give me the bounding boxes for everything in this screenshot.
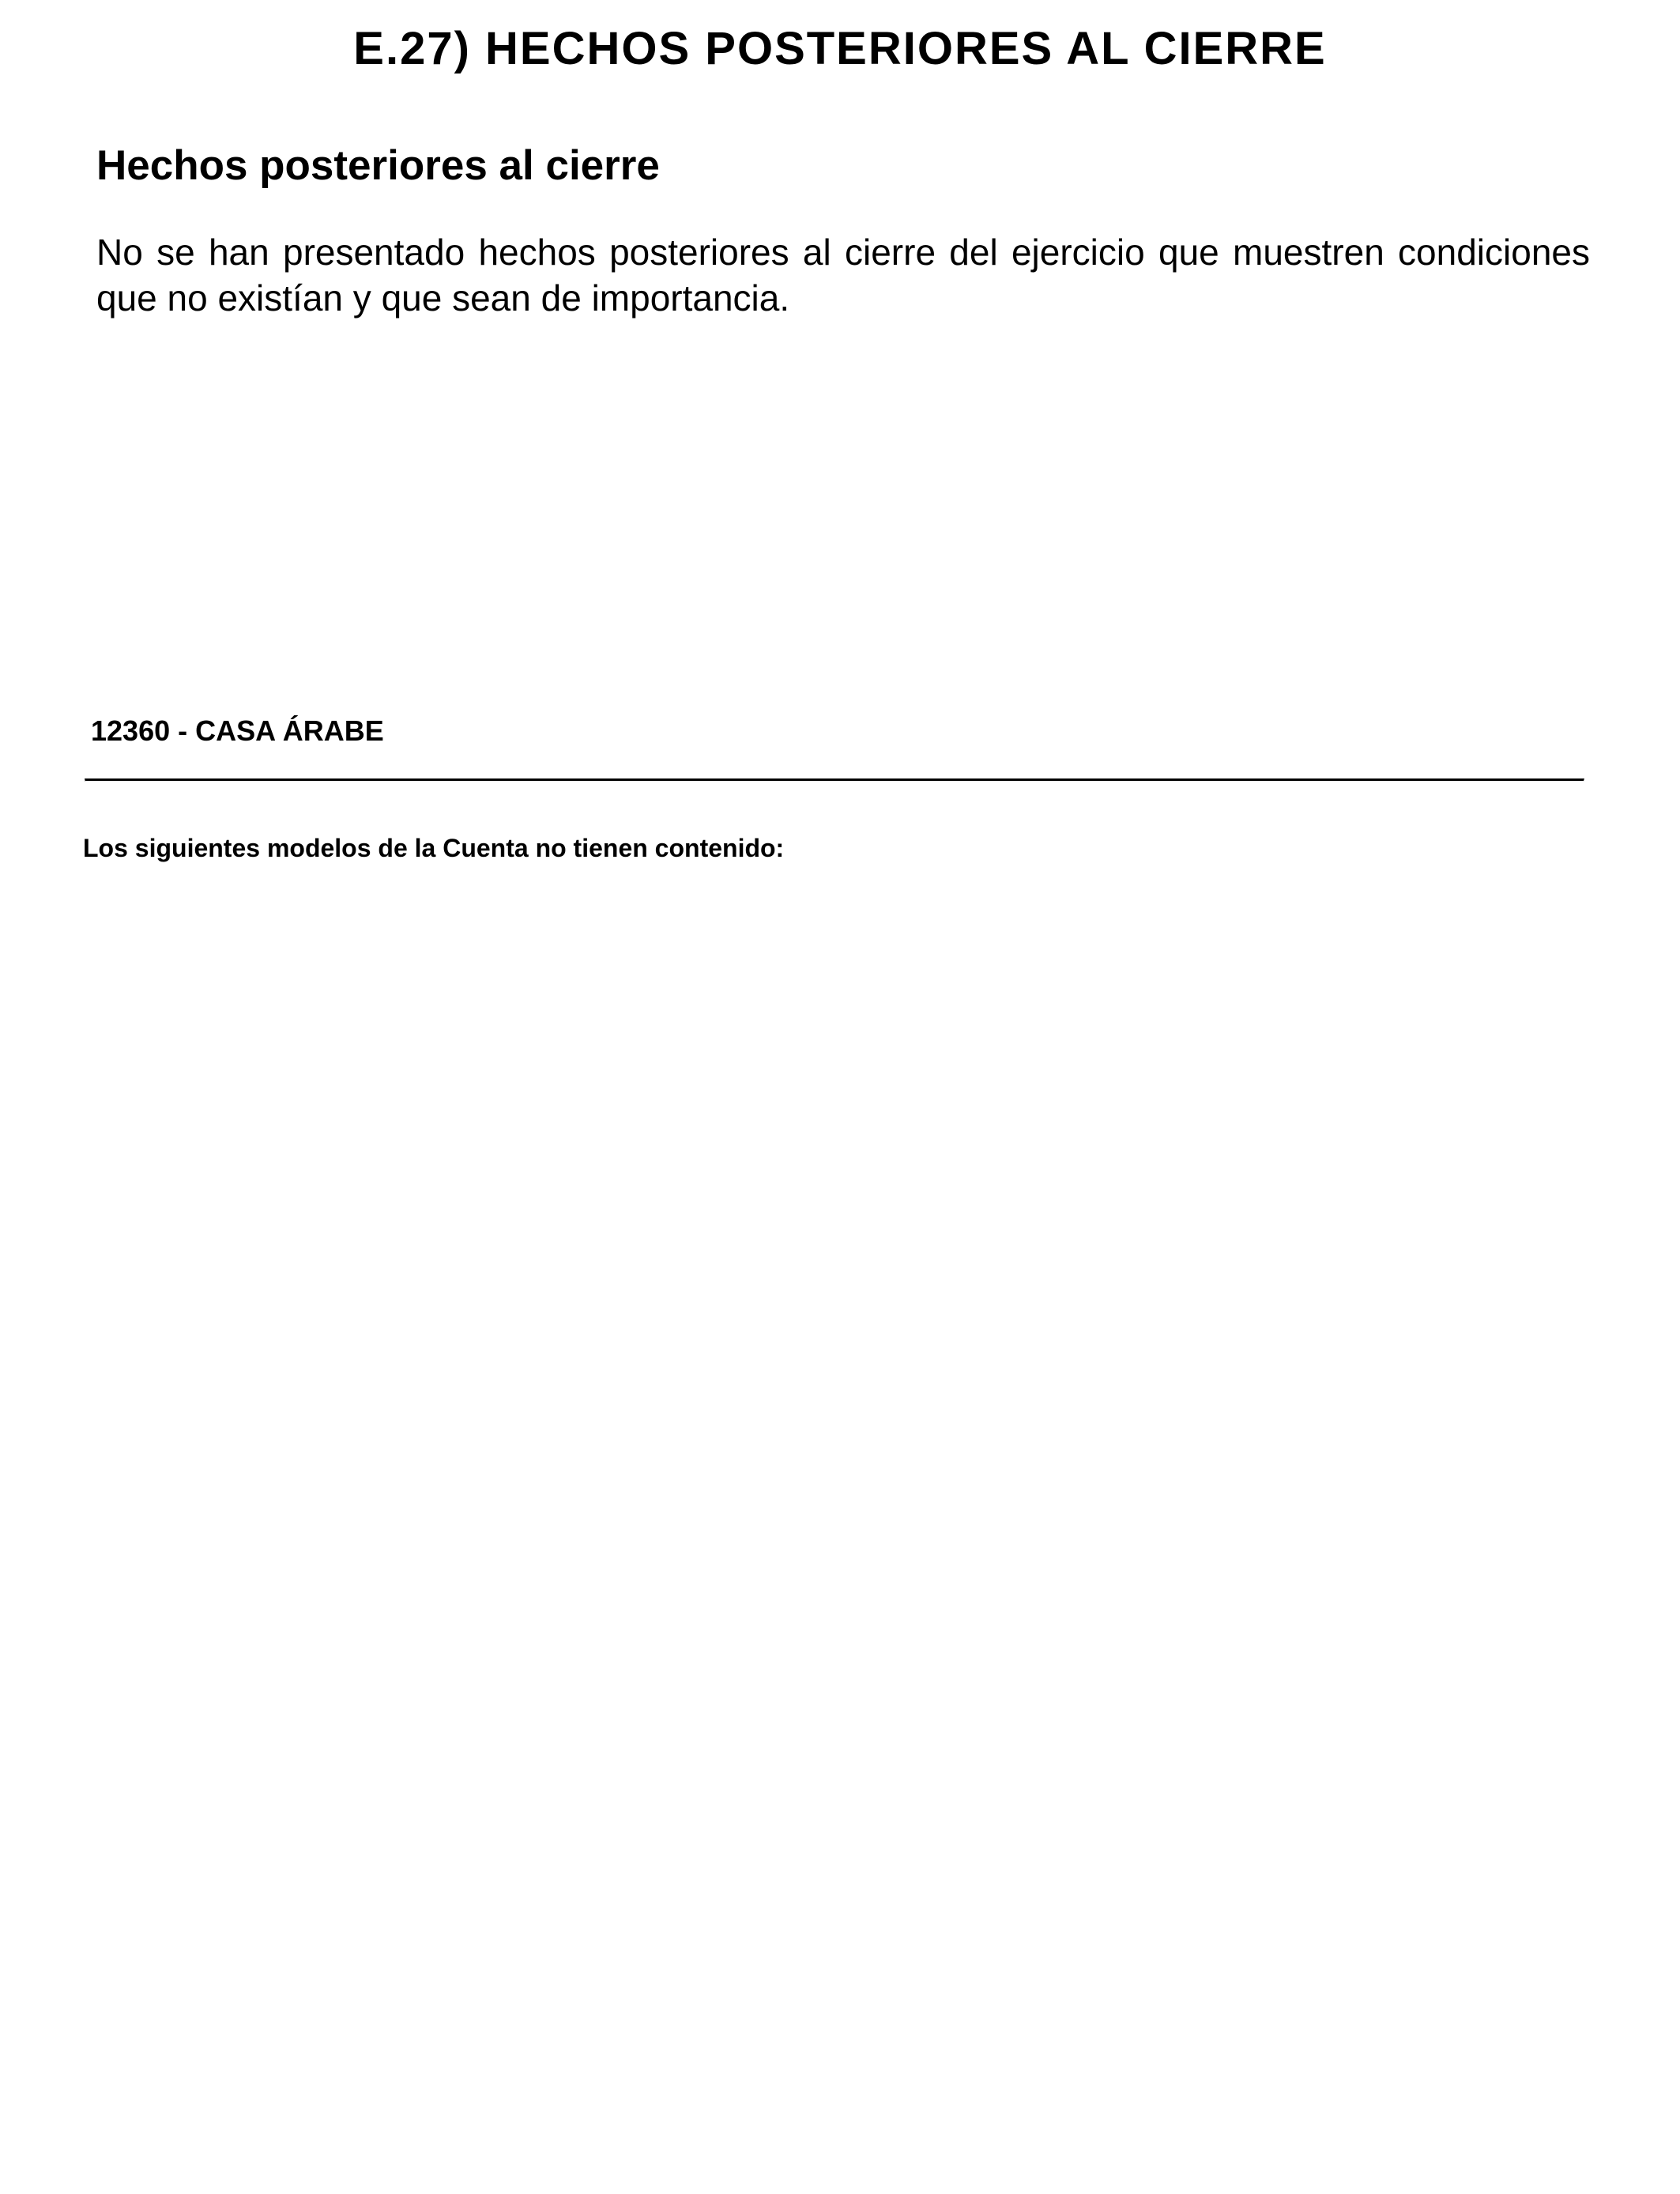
divider <box>85 778 1584 782</box>
page-title: E.27) HECHOS POSTERIORES AL CIERRE <box>353 23 1327 74</box>
empty-models-note: Los siguientes modelos de la Cuenta no tienen contenido: <box>83 834 785 862</box>
section-heading: Hechos posteriores al cierre <box>96 142 660 189</box>
body-paragraph: No se han presentado hechos posteriores al cierre del ejercicio que muestren condiciones que no existían y que sean de importancia. <box>96 232 1590 319</box>
entity-label: 12360 - CASA ÁRABE <box>91 714 384 747</box>
